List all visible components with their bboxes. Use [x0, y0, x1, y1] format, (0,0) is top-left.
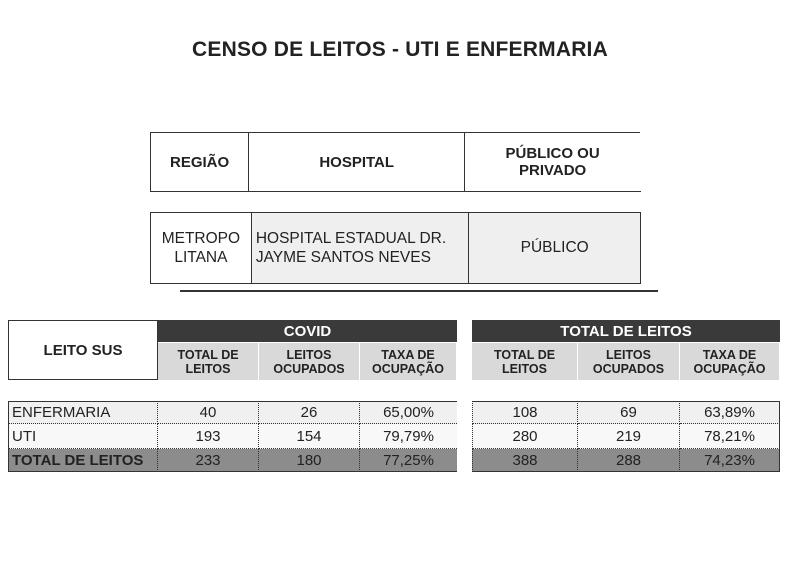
table-cell: 77,25% — [360, 449, 457, 472]
table-cell: 219 — [578, 424, 680, 449]
hospital-type: PÚBLICO — [469, 213, 641, 284]
hospital-header: HOSPITAL — [249, 133, 465, 192]
table-cell: 388 — [472, 449, 578, 472]
table-cell: 26 — [259, 401, 360, 424]
table-cell: 193 — [158, 424, 259, 449]
table-cell: 69 — [578, 401, 680, 424]
hospital-name: HOSPITAL ESTADUAL DR. JAYME SANTOS NEVES — [251, 213, 469, 284]
hospital-header-table — [150, 132, 641, 192]
total-group-header: TOTAL DE LEITOS — [472, 320, 780, 342]
row-label-enfermaria: ENFERMARIA — [8, 401, 158, 424]
table-cell: 154 — [259, 424, 360, 449]
table-cell: 108 — [472, 401, 578, 424]
leito-sus-header: LEITO SUS — [8, 320, 158, 380]
row-label-uti: UTI — [8, 424, 158, 449]
page-title: CENSO DE LEITOS - UTI E ENFERMARIA — [192, 38, 608, 61]
table-cell: 63,89% — [680, 401, 780, 424]
table-cell: 79,79% — [360, 424, 457, 449]
table-cell: 280 — [472, 424, 578, 449]
table-cell: 233 — [158, 449, 259, 472]
table-cell: 65,00% — [360, 401, 457, 424]
covid-taxa-ocupacao-header: TAXA DE OCUPAÇÃO — [360, 343, 457, 380]
total-leitos-ocupados-header: LEITOS OCUPADOS — [578, 343, 680, 380]
table-cell: 78,21% — [680, 424, 780, 449]
row-label-total: TOTAL DE LEITOS — [8, 449, 158, 472]
table-cell: 180 — [259, 449, 360, 472]
divider-line — [180, 290, 658, 292]
region-header: REGIÃO — [151, 133, 249, 192]
table-cell: 40 — [158, 401, 259, 424]
table-cell: 74,23% — [680, 449, 780, 472]
table-cell: 288 — [578, 449, 680, 472]
hospital-info-table — [150, 212, 641, 284]
total-total-leitos-header: TOTAL DE LEITOS — [472, 343, 578, 380]
total-taxa-ocupacao-header: TAXA DE OCUPAÇÃO — [680, 343, 780, 380]
covid-leitos-ocupados-header: LEITOS OCUPADOS — [259, 343, 360, 380]
covid-total-leitos-header: TOTAL DE LEITOS — [158, 343, 259, 380]
type-header: PÚBLICO OU PRIVADO — [465, 133, 641, 192]
region-value: METROPOLITANA — [151, 213, 252, 284]
covid-group-header: COVID — [158, 320, 457, 342]
